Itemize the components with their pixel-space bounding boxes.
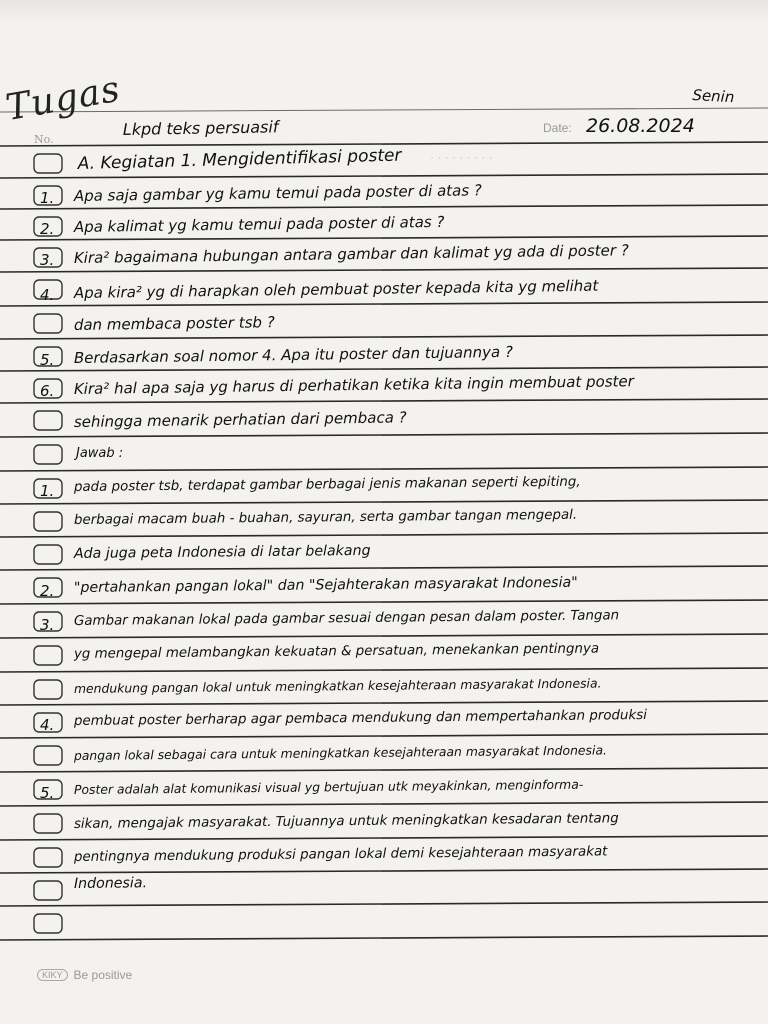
ruled-line: [0, 302, 768, 306]
ruled-line: [0, 533, 768, 537]
ruled-line: [0, 367, 768, 371]
margin-box: [34, 814, 62, 833]
ruled-line: [0, 634, 768, 638]
question-2-text: Apa kalimat yg kamu temui pada poster di atas ?: [73, 212, 445, 236]
ruled-line: [0, 399, 768, 403]
ruled-line: [0, 500, 768, 504]
margin-box: [34, 411, 62, 430]
answer-2-number: 2.: [40, 582, 55, 600]
question-6-number: 6.: [40, 382, 55, 400]
question-4-number: 4.: [40, 286, 55, 304]
day-text: Senin: [692, 86, 735, 107]
answer-5-text: Poster adalah alat komunikasi visual yg bertujuan utk meyakinkan, menginforma-: [73, 776, 584, 797]
answer-1-number: 1.: [40, 482, 55, 500]
answer-1-text: Ada juga peta Indonesia di latar belakang: [73, 542, 371, 562]
ruled-line: [0, 902, 768, 906]
answer-2-text: "pertahankan pangan lokal" dan "Sejahterakan masyarakat Indonesia": [73, 574, 578, 596]
footer-brand: [37, 967, 132, 982]
ruled-line: [0, 802, 768, 806]
footer-logo: KIKY: [37, 969, 68, 981]
margin-box: [34, 914, 62, 933]
question-6-text: sehingga menarik perhatian dari pembaca ?: [73, 408, 407, 431]
margin-box: [34, 314, 62, 333]
notebook-brand: Tugas: [2, 68, 124, 129]
ruled-line: [0, 433, 768, 437]
margin-box: [34, 512, 62, 531]
question-1-text: Apa saja gambar yg kamu temui pada poster di atas ?: [73, 181, 482, 205]
answer-4-number: 4.: [40, 716, 55, 734]
margin-box: [34, 848, 62, 867]
date-label: Date:: [543, 121, 572, 135]
ruled-line: [0, 701, 768, 705]
answer-1-text: berbagai macam buah - buahan, sayuran, serta gambar tangan mengepal.: [73, 507, 578, 528]
question-3-number: 3.: [40, 251, 55, 269]
ruled-line: [0, 236, 768, 240]
answer-3-text: mendukung pangan lokal untuk meningkatkan kesejahteraan masyarakat Indonesia.: [73, 675, 602, 696]
section-heading: A. Kegiatan 1. Mengidentifikasi poster: [77, 145, 402, 174]
ruled-line: [0, 566, 768, 570]
ruled-line: [0, 467, 768, 471]
margin-box: [34, 746, 62, 765]
question-5-text: Berdasarkan soal nomor 4. Apa itu poster dan tujuannya ?: [73, 342, 513, 367]
answer-3-text: Gambar makanan lokal pada gambar sesuai dengan pesan dalam poster. Tangan: [73, 608, 620, 629]
footer-tagline: Be positive: [73, 967, 133, 982]
date-text: 26.08.2024: [586, 115, 695, 137]
answer-heading: Jawab :: [76, 446, 124, 461]
margin-box: [34, 881, 62, 900]
margin-box: [34, 445, 62, 464]
number-label: No.: [34, 133, 54, 146]
ruled-line: [0, 600, 768, 604]
margin-box: [34, 680, 62, 699]
answer-5-text: Indonesia.: [73, 875, 148, 892]
ruled-line: [0, 734, 768, 738]
answer-5-number: 5.: [40, 784, 55, 802]
worksheet-title: Lkpd teks persuasif: [122, 117, 279, 139]
bleed-through-text: · · · · · · · · ·: [430, 150, 493, 164]
ruled-line: [0, 668, 768, 672]
ruled-line: [0, 768, 768, 772]
margin-box: [34, 545, 62, 564]
question-4-text: dan membaca poster tsb ?: [73, 313, 275, 334]
answer-5-text: sikan, mengajak masyarakat. Tujuannya untuk meningkatkan kesadaran tentang: [73, 811, 619, 832]
margin-box: [34, 646, 62, 665]
question-1-number: 1.: [40, 189, 55, 207]
answer-4-text: pangan lokal sebagai cara untuk meningkatkan kesejahteraan masyarakat Indonesia.: [73, 742, 608, 763]
ruled-line: [0, 268, 768, 272]
answer-4-text: pembuat poster berharap agar pembaca mendukung dan mempertahankan produksi: [73, 708, 647, 729]
ruled-line: [0, 174, 768, 178]
question-5-number: 5.: [40, 351, 55, 369]
question-3-text: Kira² bagaimana hubungan antara gambar dan kalimat yg ada di poster ?: [73, 241, 629, 267]
question-6-text: Kira² hal apa saja yg harus di perhatikan ketika kita ingin membuat poster: [73, 372, 634, 398]
answer-3-number: 3.: [40, 616, 55, 634]
ruled-line: [0, 836, 768, 840]
answer-1-text: pada poster tsb, terdapat gambar berbagai jenis makanan seperti kepiting,: [73, 474, 581, 495]
ruled-line: [0, 936, 768, 940]
question-2-number: 2.: [40, 220, 55, 238]
margin-box: [34, 154, 62, 173]
ruled-line: [0, 335, 768, 339]
answer-5-text: pentingnya mendukung produksi pangan lokal demi kesejahteraan masyarakat: [73, 844, 608, 865]
ruled-line: [0, 205, 768, 209]
answer-3-text: yg mengepal melambangkan kekuatan & persatuan, menekankan pentingnya: [73, 641, 600, 662]
question-4-text: Apa kira² yg di harapkan oleh pembuat poster kepada kita yg melihat: [73, 276, 599, 302]
ruled-line: [0, 869, 768, 873]
